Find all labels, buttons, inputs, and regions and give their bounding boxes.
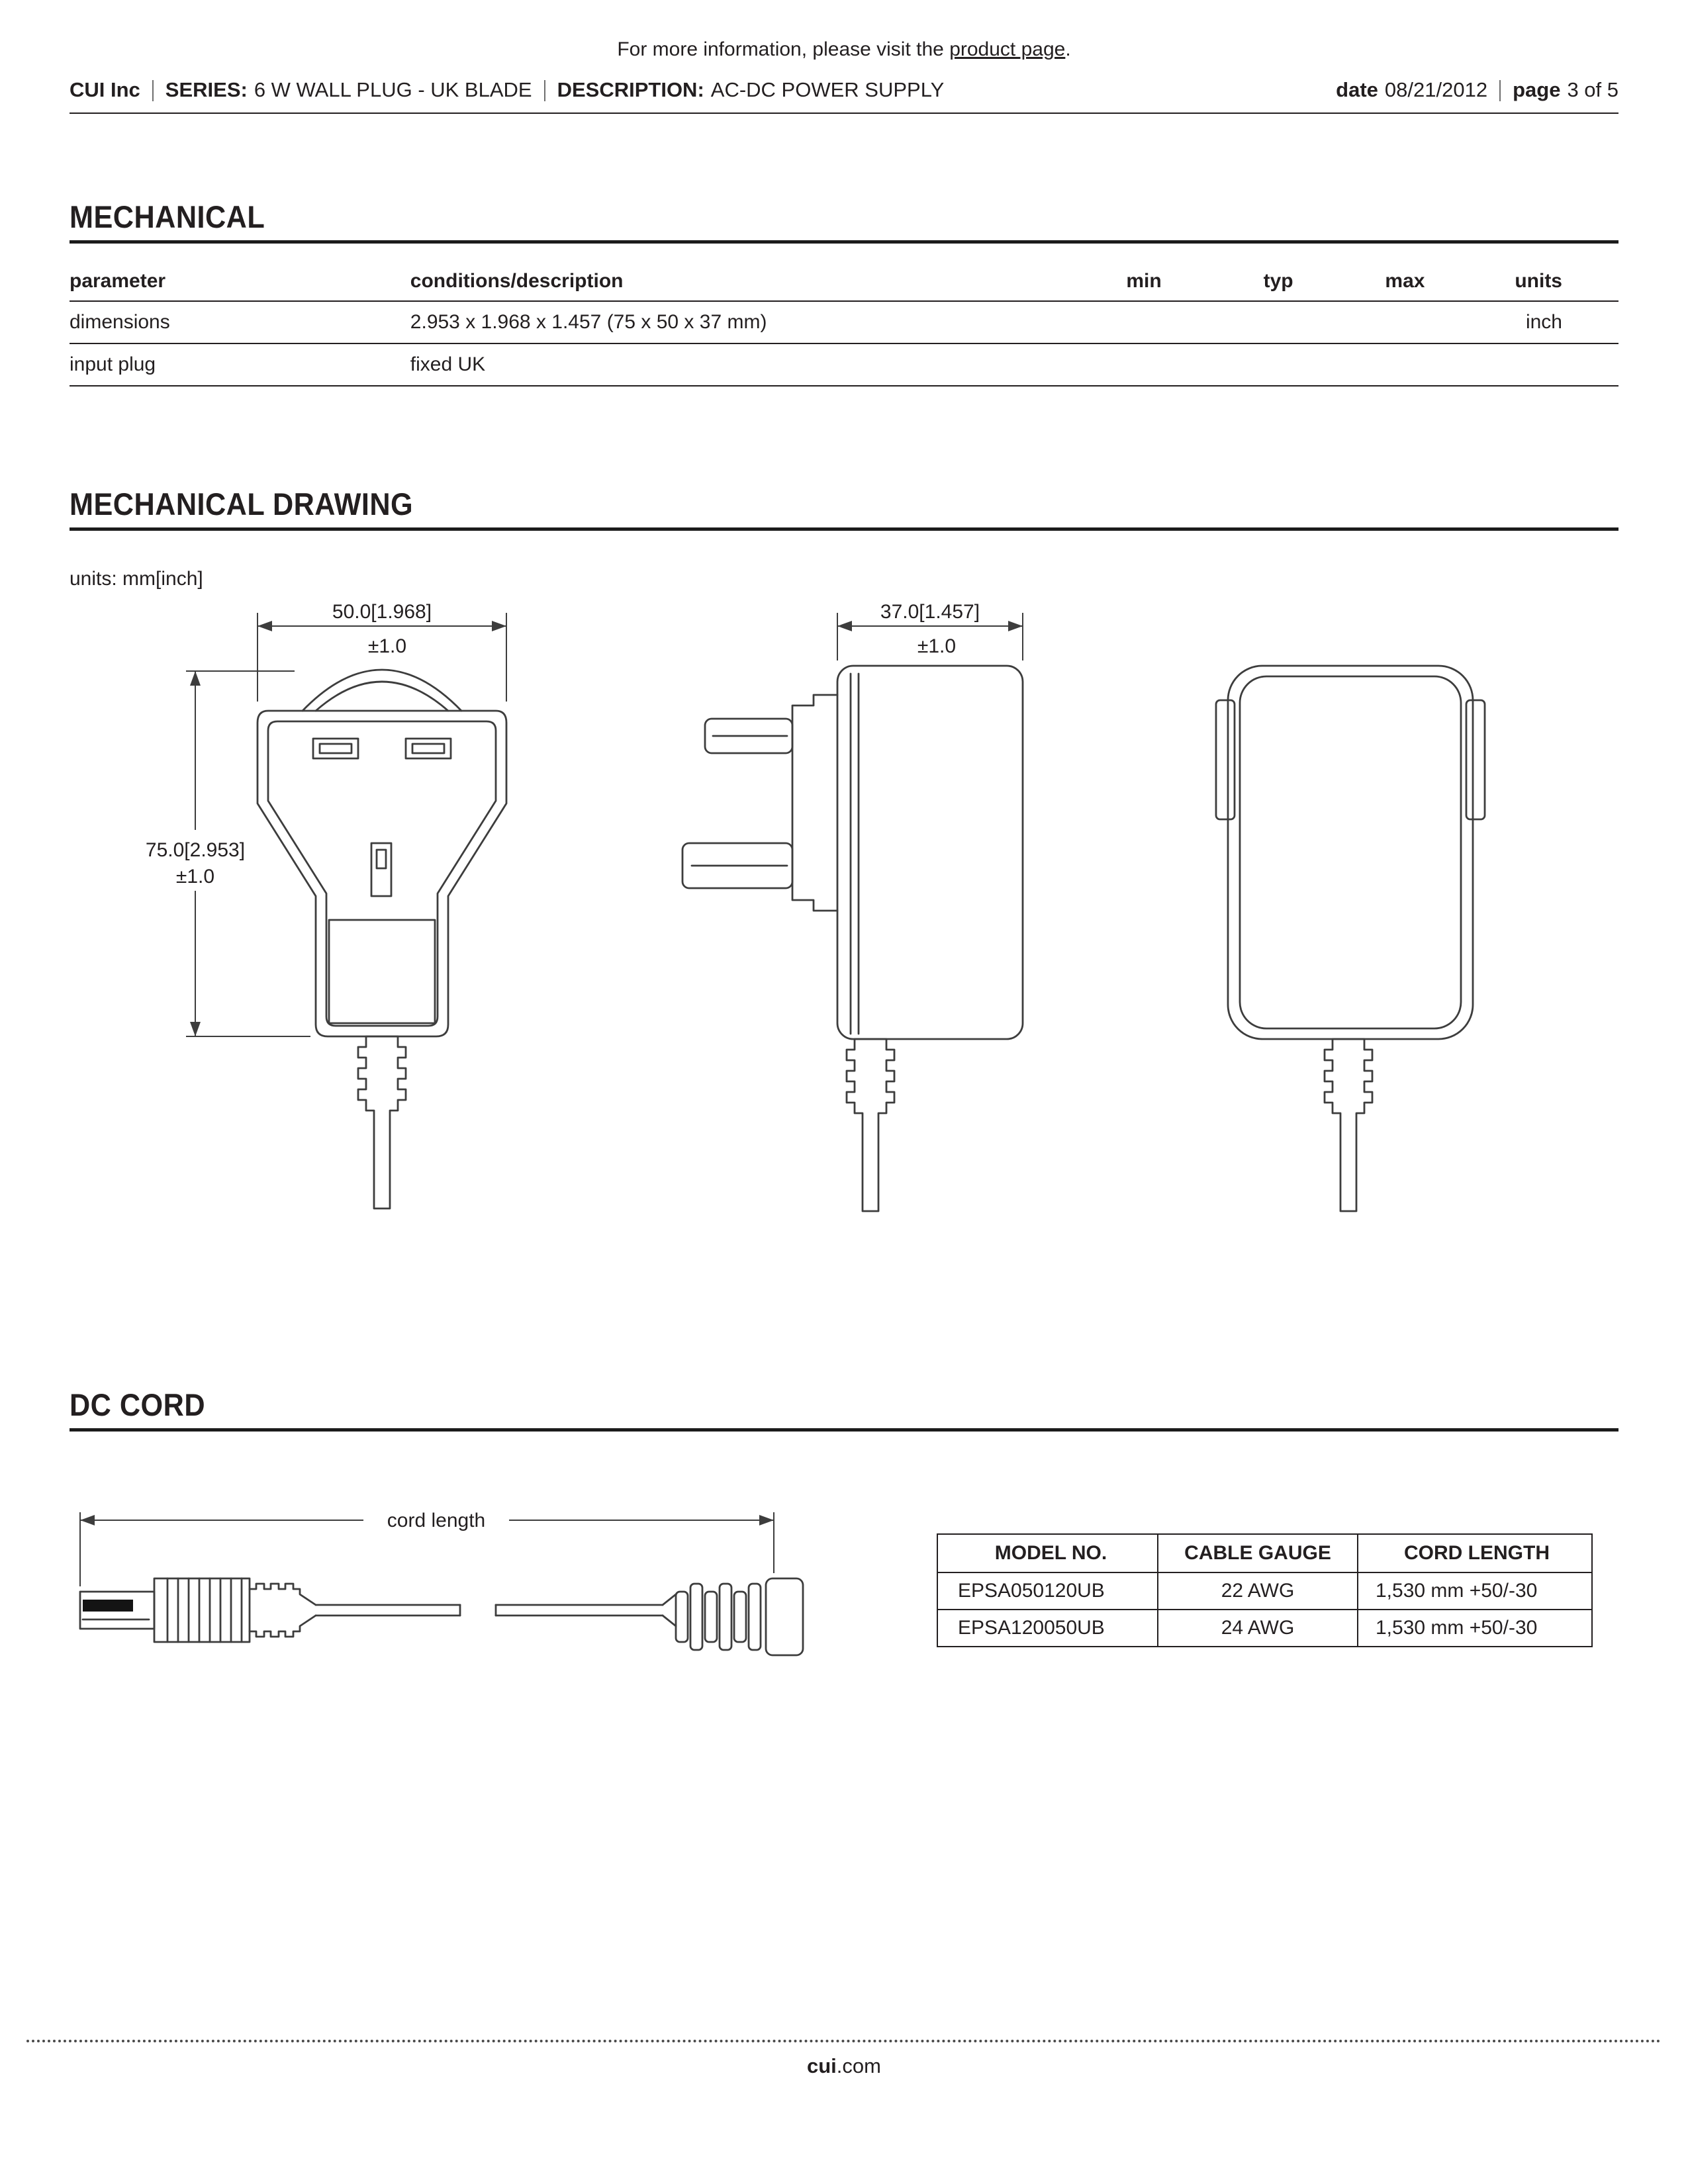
dc-right-strain-relief — [663, 1578, 803, 1655]
dc-cord-content — [70, 1491, 1618, 1690]
dc-barrel-plug — [80, 1578, 316, 1642]
col-description: conditions/description — [410, 259, 1030, 301]
front-dome-outline — [303, 670, 461, 711]
header-rule — [70, 113, 1618, 114]
doc-header-left — [70, 78, 944, 102]
cell-parameter: dimensions — [70, 301, 410, 343]
col-parameter: parameter — [70, 259, 410, 301]
cell-max — [1293, 301, 1425, 343]
header-divider — [1499, 80, 1501, 101]
width-tolerance-label: ±1.0 — [367, 635, 407, 657]
info-line — [70, 0, 1618, 61]
col-units: units — [1425, 259, 1618, 301]
dc-cord-drawing — [70, 1491, 824, 1690]
series-value: 6 W WALL PLUG - UK BLADE — [254, 78, 532, 101]
cell-min — [1030, 343, 1162, 386]
page-label: page — [1513, 78, 1561, 101]
depth-dimension-label: 37.0[1.457] — [880, 602, 980, 623]
height-dimension-label: 75.0[2.953] — [145, 839, 246, 861]
front-earth-pin — [371, 843, 391, 896]
cord-length-label: cord length — [387, 1510, 486, 1531]
front-earth-pin-detail — [377, 850, 386, 868]
header-divider — [544, 80, 545, 101]
front-strain-relief — [358, 1036, 406, 1208]
table-row — [937, 1572, 1592, 1610]
front-body-outline — [258, 711, 506, 1036]
description-value: AC-DC POWER SUPPLY — [710, 78, 945, 101]
side-view — [682, 602, 1023, 1211]
dc-cord-section-heading — [70, 1387, 1618, 1432]
front-view — [146, 602, 506, 1208]
site-url — [26, 2054, 1662, 2078]
width-dimension-label: 50.0[1.968] — [332, 602, 432, 623]
dc-cable — [316, 1605, 663, 1615]
col-max: max — [1293, 259, 1425, 301]
info-text-prefix: For more information, please visit the — [617, 38, 950, 60]
front-pin-left-slot — [320, 744, 352, 753]
date-label: date — [1336, 78, 1378, 101]
side-strain-relief — [847, 1039, 894, 1211]
site-url-bold: cui — [807, 2054, 837, 2077]
rear-tab-right — [1466, 700, 1485, 819]
cell-parameter: input plug — [70, 343, 410, 386]
side-body-outline — [837, 666, 1023, 1039]
dc-end-housing — [766, 1578, 803, 1655]
col-typ: typ — [1162, 259, 1293, 301]
page-value: 3 of 5 — [1567, 78, 1618, 101]
cell-units: inch — [1425, 301, 1618, 343]
site-url-rest: .com — [836, 2054, 881, 2077]
units-note: units: mm[inch] — [70, 568, 203, 590]
table-row — [70, 343, 1618, 386]
mechanical-drawing-title: MECHANICAL DRAWING — [70, 486, 414, 522]
table-row — [937, 1610, 1592, 1647]
rear-tab-left — [1216, 700, 1235, 819]
mechanical-section-heading — [70, 199, 1618, 244]
cord-length-dimension — [80, 1510, 774, 1586]
cell-min — [1030, 301, 1162, 343]
cell-typ — [1162, 343, 1293, 386]
doc-header-right — [1336, 78, 1618, 102]
rear-view — [1216, 666, 1485, 1211]
dc-table-header-row — [937, 1534, 1592, 1572]
mechanical-title: MECHANICAL — [70, 199, 265, 234]
series-label: SERIES: — [165, 78, 248, 101]
dc-cord-table — [937, 1533, 1593, 1647]
dotted-divider — [26, 2040, 1662, 2042]
cell-units — [1425, 343, 1618, 386]
cell-length: 1,530 mm +50/-30 — [1358, 1572, 1592, 1610]
col-model-no: MODEL NO. — [937, 1534, 1158, 1572]
cell-description: 2.953 x 1.968 x 1.457 (75 x 50 x 37 mm) — [410, 301, 1030, 343]
dc-left-strain-relief — [250, 1584, 316, 1605]
table-row — [70, 301, 1618, 343]
col-cord-length: CORD LENGTH — [1358, 1534, 1592, 1572]
height-tolerance-label: ±1.0 — [175, 866, 215, 887]
mechanical-table-header-row — [70, 259, 1618, 301]
front-pin-right-slot — [412, 744, 444, 753]
side-face-plate — [792, 695, 837, 911]
cell-model: EPSA120050UB — [937, 1610, 1158, 1647]
depth-tolerance-label: ±1.0 — [917, 635, 957, 657]
doc-header — [70, 78, 1618, 102]
page-footer — [26, 2040, 1662, 2078]
cell-length: 1,530 mm +50/-30 — [1358, 1610, 1592, 1647]
rear-body-inner-outline — [1240, 676, 1461, 1028]
col-min: min — [1030, 259, 1162, 301]
mechanical-drawing-figure — [70, 602, 1618, 1238]
header-divider — [152, 80, 154, 101]
cell-typ — [1162, 301, 1293, 343]
brand-name: CUI Inc — [70, 78, 140, 101]
cell-description: fixed UK — [410, 343, 1030, 386]
date-value: 08/21/2012 — [1384, 78, 1488, 101]
rear-strain-relief — [1325, 1039, 1372, 1211]
front-label-recess — [329, 920, 435, 1023]
cell-gauge: 22 AWG — [1158, 1572, 1358, 1610]
product-page-link[interactable]: product page — [949, 38, 1066, 60]
mechanical-table — [70, 259, 1618, 387]
cell-gauge: 24 AWG — [1158, 1610, 1358, 1647]
cell-max — [1293, 343, 1425, 386]
col-cable-gauge: CABLE GAUGE — [1158, 1534, 1358, 1572]
dc-cord-title: DC CORD — [70, 1387, 206, 1422]
front-dome-inner — [316, 682, 448, 711]
info-text-suffix: . — [1065, 38, 1071, 60]
cell-model: EPSA050120UB — [937, 1572, 1158, 1610]
mechanical-drawing-section-heading — [70, 486, 1618, 531]
rear-body-outline — [1228, 666, 1473, 1039]
description-label: DESCRIPTION: — [557, 78, 704, 101]
